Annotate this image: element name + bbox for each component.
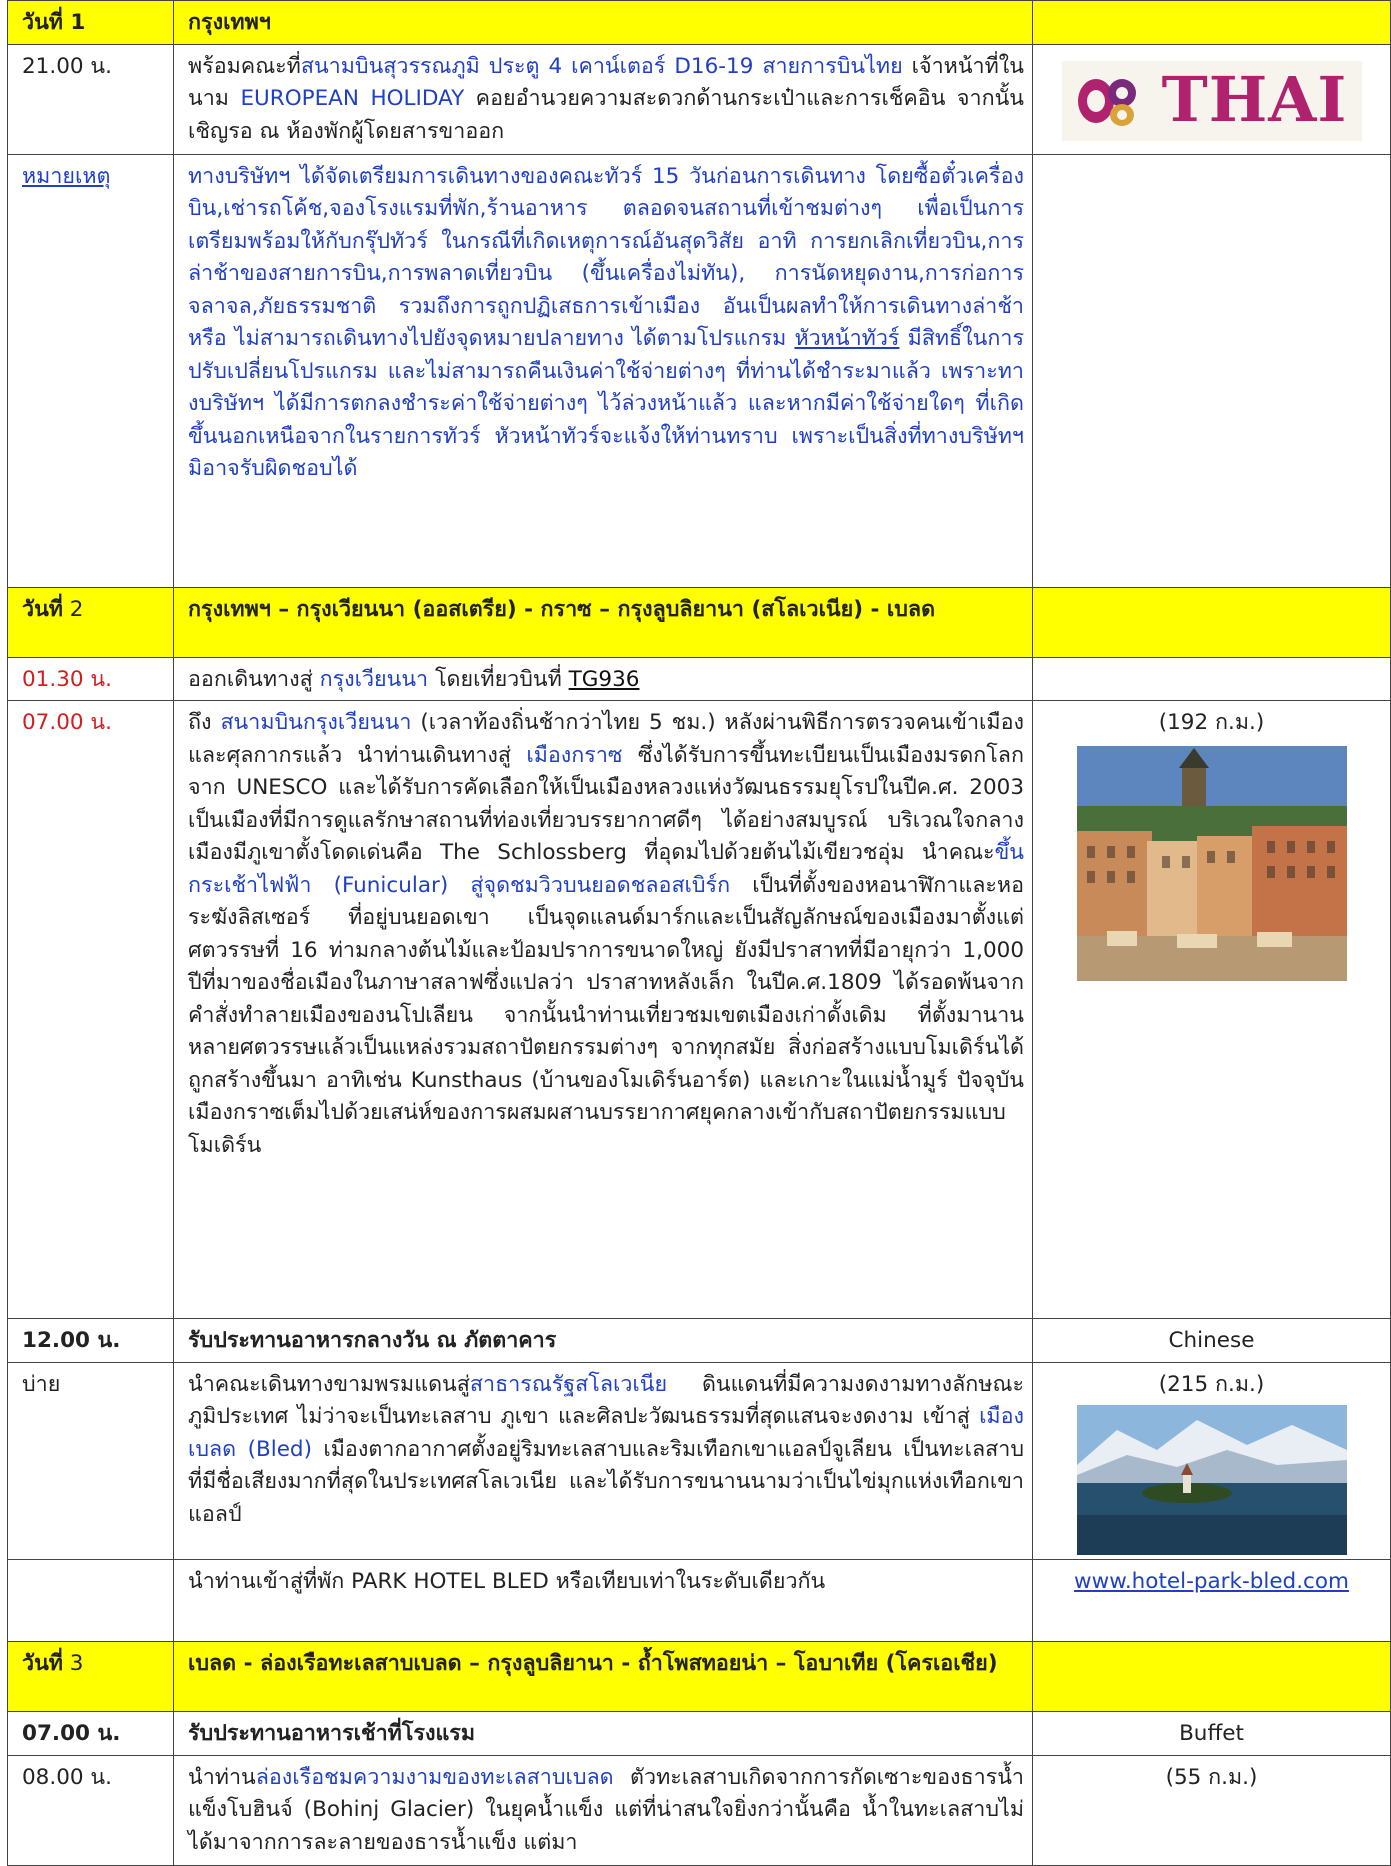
day3-distance-0800: (55 ก.ม.) — [1033, 1755, 1391, 1865]
note-text — [174, 154, 1033, 587]
day2-row-hotel — [8, 1560, 1391, 1642]
day2-header-empty — [1033, 587, 1391, 657]
day3-header-empty — [1033, 1642, 1391, 1712]
text: คอยอำนวยความสะดวกด้านกระเป๋าและการเช็คอิน จากนั้นเชิญรอ ณ ห้องพักผู้โดยสารขาออก — [188, 86, 1024, 144]
day2-empty-0130 — [1033, 657, 1391, 701]
day1-label: วันที่ 1 — [8, 1, 174, 45]
text: นำคณะเดินทางขามพรมแดนสู่ — [188, 1371, 470, 1397]
day1-note-row — [8, 154, 1391, 587]
slovenia-text: สาธารณรัฐสโลเวเนีย — [469, 1371, 668, 1397]
day2-time-0130: 01.30 น. — [8, 657, 174, 701]
text: โดยเที่ยวบินที่ — [428, 666, 569, 692]
graz-photo — [1077, 746, 1347, 981]
thai-airways-logo — [1062, 61, 1362, 141]
text: ถึง — [188, 710, 221, 735]
day-word: วันที่ — [22, 1651, 63, 1676]
day2-hotel-link-cell — [1033, 1560, 1391, 1642]
note-empty — [1033, 154, 1391, 587]
day2-hotel-empty — [8, 1560, 174, 1642]
day3-time-0800: 08.00 น. — [8, 1755, 174, 1865]
day1-header-row — [8, 1, 1391, 45]
day1-header-empty — [1033, 1, 1391, 45]
text: เมืองตากอากาศตั้งอยู่ริมทะเลสาบและริมเทือกเขาแอลป์จูเลียน เป็นทะเลสาบที่มีชื่อเสียงมากที่สุดในประเทศสโลเวเนีย และได้รับการขนานนามว่าเป็นไข่มุกแห่งเทือกเขาแอลป์ — [188, 1436, 1024, 1527]
text: นำท่าน — [188, 1764, 256, 1790]
day2-row-0700 — [8, 701, 1391, 1319]
day3-row-0800 — [8, 1755, 1391, 1865]
graz-distance: (192 ก.ม.) — [1158, 710, 1265, 735]
boat-trip-text: ล่องเรือชมความงามของทะเลสาบเบลด — [255, 1764, 614, 1790]
day2-time-1200: 12.00 น. — [8, 1319, 174, 1363]
text: เจ้าหน้าที่ในนาม — [188, 53, 1024, 111]
day2-bled-cell — [1033, 1362, 1391, 1560]
day2-desc-afternoon — [174, 1362, 1033, 1560]
text: (เวลาท้องถิ่นช้ากว่าไทย 5 ชม.) หลังผ่านพิธีการตรวจคนเข้าเมืองและศุลกากรแล้ว นำท่านเดินทางสู่ — [188, 710, 1024, 768]
text: พร้อมคณะที่ — [188, 53, 301, 79]
day1-desc-2100 — [174, 44, 1033, 154]
text: มีสิทธิ์ในการปรับเปลี่ยนโปรแกรม และไม่สามารถคืนเงินค่าใช้จ่ายต่างๆ ที่ท่านได้ชำระมาแล้ว เพราะทางบริษัทฯ ได้มีการตกลงชำระค่าใช้จ่ายต่างๆ ไว้ล่วงหน้าแล้ว และหากมีค่าใช้จ่ายใดๆ ที่เกิดขึ้นนอกเหนือจากในรายการทัวร์ หัวหน้าทัวร์จะแจ้งให้ท่านทราบ เพราะเป็นสิ่งที่ทางบริษัทฯ มิอาจรับผิดชอบได้ — [188, 326, 1024, 481]
day3-desc-0700: รับประทานอาหารเช้าที่โรงแรม — [174, 1712, 1033, 1756]
graz-text: เมืองกราซ — [526, 742, 623, 768]
orchid-icon — [1076, 71, 1156, 131]
day3-row-0700 — [8, 1712, 1391, 1756]
company-name: EUROPEAN HOLIDAY — [240, 86, 465, 111]
day2-hotel-text: นำท่านเข้าสู่ที่พัก PARK HOTEL BLED หรือเทียบเท่าในระดับเดียวกัน — [174, 1560, 1033, 1642]
airport-link-text: สนามบินสุวรรณภูมิ ประตู 4 เคาน์เตอร์ D16-19 สายการบินไทย — [300, 53, 903, 79]
day-word: วันที่ — [22, 596, 63, 622]
day3-time-0700: 07.00 น. — [8, 1712, 174, 1756]
vienna-text: กรุงเวียนนา — [319, 666, 429, 692]
day-number: 3 — [62, 1651, 84, 1676]
day3-title: เบลด - ล่องเรือทะเลสาบเบลด – กรุงลูบลิยานา - ถ้ำโพสทอยน่า – โอบาเทีย (โครเอเชีย) — [174, 1642, 1033, 1712]
text: เป็นที่ตั้งของหอนาฬิกาและหอระฆังลิสเซอร์ ที่อยู่บนยอดเขา เป็นจุดแลนด์มาร์กและเป็นสัญลักษณ์ของเมืองมาตั้งแต่ศตวรรษที่ 16 ท่ามกลางต้นไม้และป้อมปราการขนาดใหญ่ ยังมีปราสาทที่มีอายุกว่า 1,000 ปีที่มาของชื่อเมืองในภาษาสลาฟซึ่งแปลว่า ปราสาทหลังเล็ก ในปีค.ศ.1809 ได้รอดพ้นจากคำสั่งทำลายเมืองของนโปเลียน จากนั้นนำท่านเที่ยวชมเขตเมืองเก่าดั้งเดิม ที่ตั้งมานานหลายศตวรรษแล้วเป็นแหล่งรวมสถาปัตยกรรมต่างๆ จากทุกสมัย สิ่งก่อสร้างแบบโมเดิร์นได้ถูกสร้างขึ้นมา อาทิเช่น Kunsthaus (บ้านของโมเดิร์นอาร์ต) และเกาะในแม่น้ำมูร์ ปัจจุบันเมืองกราซเต็มไปด้วยเสน่ห์ของการผสมผสานบรรยากาศยุคกลางเข้ากับสถาปัตยกรรมแบบโมเดิร์น — [188, 872, 1024, 1158]
day3-meal-0700: Buffet — [1033, 1712, 1391, 1756]
day2-header-row — [8, 587, 1391, 657]
bled-distance: (215 ก.ม.) — [1158, 1371, 1265, 1397]
day3-header-row — [8, 1642, 1391, 1712]
text: ซึ่งได้รับการขึ้นทะเบียนเป็นเมืองมรดกโลกจาก UNESCO และได้รับการคัดเลือกให้เป็นเมืองหลวงแห่งวัฒนธรรมยุโรปในปีค.ศ. 2003 เป็นเมืองที่มีการดูแลรักษาสถานที่ท่องเที่ยวบรรยากาศดีๆ ได้อย่างสมบูรณ์ บริเวณใจกลางเมืองมีภูเขาตั้งโดดเด่นคือ The Schlossberg ที่อุดมไปด้วยต้นไม้เขียวชอุ่ม นำคณะ — [188, 742, 1024, 865]
day2-row-1200 — [8, 1319, 1391, 1363]
text: ดินแดนที่มีความงดงามทางลักษณะภูมิประเทศ ไม่ว่าจะเป็นทะเลสาบ ภูเขา และศิลปะวัฒนธรรมที่สุดแสนจะงดงาม เข้าสู่ — [188, 1371, 1024, 1429]
bled-photo — [1077, 1405, 1347, 1555]
day2-title: กรุงเทพฯ – กรุงเวียนนา (ออสเตรีย) - กราซ – กรุงลูบลิยานา (สโลเวเนีย) - เบลด — [174, 587, 1033, 657]
day1-logo-cell — [1033, 44, 1391, 154]
logo-text: THAI — [1161, 63, 1348, 137]
tour-leader-text: หัวหน้าทัวร์ — [794, 326, 900, 351]
itinerary-table — [7, 0, 1391, 1866]
day2-desc-1200: รับประทานอาหารกลางวัน ณ ภัตตาคาร — [174, 1319, 1033, 1363]
note-label-cell — [8, 154, 174, 587]
day2-time-0700: 07.00 น. — [8, 701, 174, 1319]
text: ทางบริษัทฯ ได้จัดเตรียมการเดินทางของคณะทัวร์ 15 วันก่อนการเดินทาง โดยซื้อตั๋วเครื่องบิน,เช่ารถโค้ช,จองโรงแรมที่พัก,ร้านอาหาร ตลอดจนสถานที่เข้าชมต่างๆ เพื่อเป็นการเตรียมพร้อมให้กับกรุ๊ปทัวร์ ในกรณีที่เกิดเหตุการณ์อันสุดวิสัย อาทิ การยกเลิกเที่ยวบิน,การล่าช้าของสายการบิน,การพลาดเที่ยวบิน (ขึ้นเครื่องไม่ทัน), การนัดหยุดงาน,การก่อการจลาจล,ภัยธรรมชาติ รวมถึงการถูกปฏิเสธการเข้าเมือง อันเป็นผลทำให้การเดินทางล่าช้า หรือ ไม่สามารถเดินทางไปยังจุดหมายปลายทาง ได้ตามโปรแกรม — [188, 163, 1024, 351]
day2-graz-cell — [1033, 701, 1391, 1319]
flight-number: TG936 — [568, 666, 640, 692]
day-number: 2 — [62, 596, 84, 622]
day3-desc-0800 — [174, 1755, 1033, 1865]
vienna-airport-text: สนามบินกรุงเวียนนา — [220, 710, 412, 735]
day2-row-afternoon — [8, 1362, 1391, 1560]
note-label: หมายเหตุ — [22, 163, 111, 189]
day2-time-afternoon: บ่าย — [8, 1362, 174, 1560]
day1-title: กรุงเทพฯ — [174, 1, 1033, 45]
day2-meal-1200: Chinese — [1033, 1319, 1391, 1363]
text: ออกเดินทางสู่ — [188, 666, 320, 692]
text: ตัวทะเลสาบเกิดจากการกัดเซาะของธารน้ำแข็งโบฮินจ์ (Bohinj Glacier) ในยุคน้ำแข็ง แต่ที่น่าสนใจยิ่งกว่านั้นคือ น้ำในทะเลสาบไม่ได้มาจากการละลายของธารน้ำแข็ง แต่มา — [188, 1764, 1024, 1855]
hotel-website-link[interactable]: www.hotel-park-bled.com — [1074, 1569, 1349, 1594]
funicular-text: ขึ้นกระเช้าไฟฟ้า (Funicular) สู่จุดชมวิวบนยอดชลอสเบิร์ก — [188, 840, 1024, 898]
day2-label — [8, 587, 174, 657]
day1-time-2100: 21.00 น. — [8, 44, 174, 154]
bled-text: เมืองเบลด (Bled) — [188, 1404, 1024, 1462]
day2-desc-0130 — [174, 657, 1033, 701]
day2-row-0130 — [8, 657, 1391, 701]
day3-label — [8, 1642, 174, 1712]
day2-desc-0700 — [174, 701, 1033, 1319]
day1-row-2100 — [8, 44, 1391, 154]
